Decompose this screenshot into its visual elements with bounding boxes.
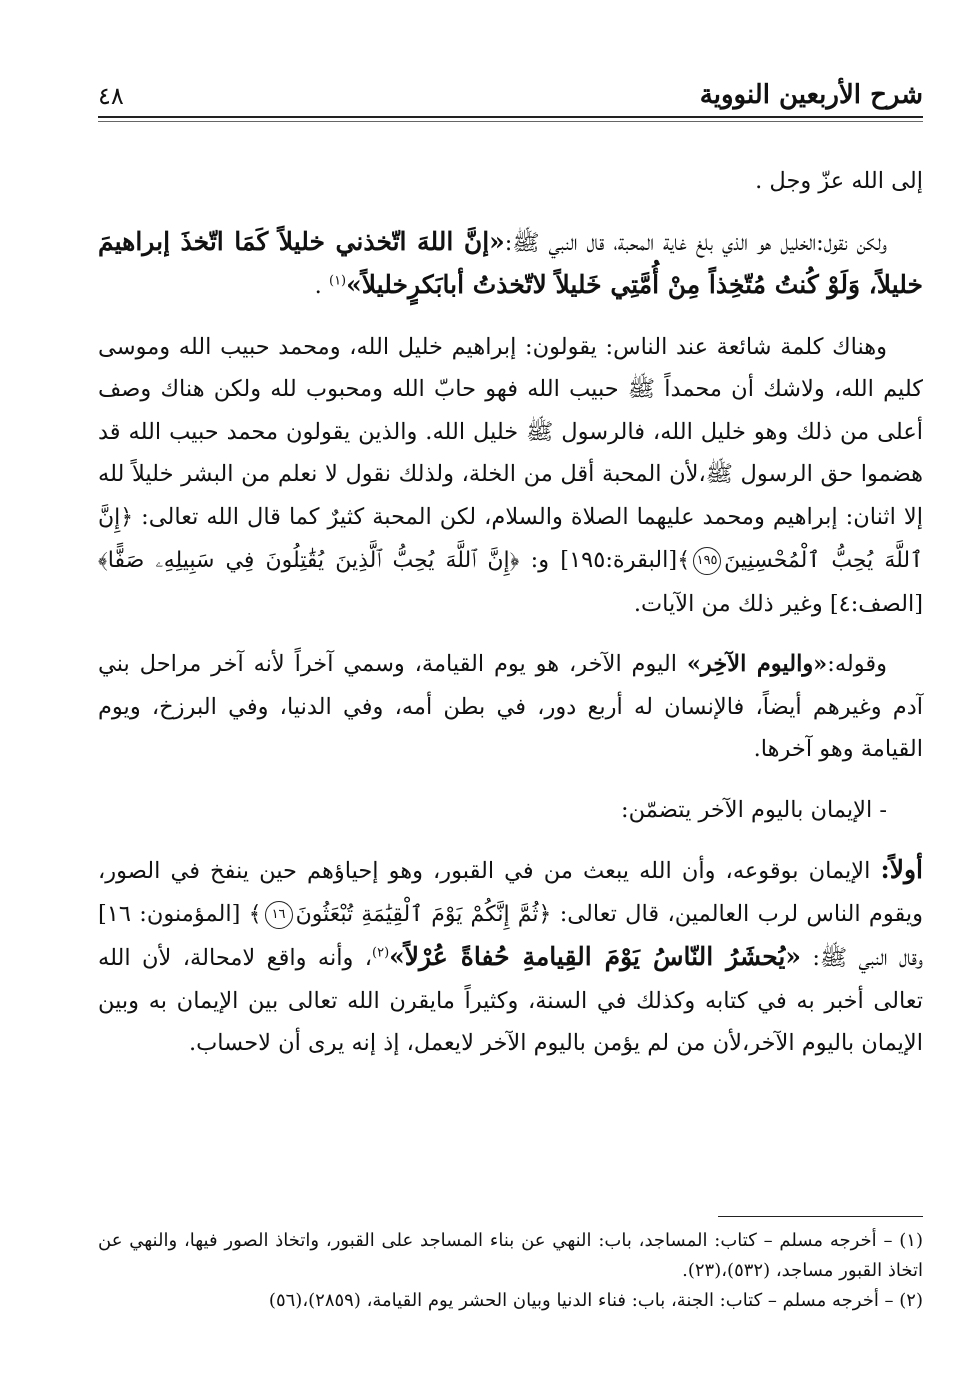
quran-verse-muminun: ﴿ثُمَّ إِنَّكُمْ يَوْمَ ٱلْقِيَٰمَةِ تُبْعَثُونَ <box>295 901 552 927</box>
paragraph-3-end: [الصف:٤] وغير ذلك من الآيات. <box>633 590 923 617</box>
paragraph-6-text-c: ، وأنه واقع لامحالة، لأن الله تعالى أخبر به في كتابه وكذلك في السنة، وكثيراً مايقرن الله تعالى بين الإيمان به وبين الإيمان باليوم الآخر،لأن من لم يؤمن باليوم الآخر لايعمل، إذ إنه يرى أن لاحساب. <box>98 945 923 1056</box>
quran-verse-close: ﴾ <box>248 901 262 927</box>
main-text <box>98 160 923 1083</box>
running-header <box>98 80 923 116</box>
footnote-ref-2: (٢) <box>372 945 390 961</box>
verse-number-ornament: ١٦ <box>265 901 293 929</box>
footnote-1: (١) – أخرجه مسلم – كتاب: المساجد، باب: النهي عن بناء المساجد على القبور، واتخاذ الصور فيها، والنهي عن اتخاذ القبور مساجد، (٥٣٢)،(٢٣). <box>98 1230 923 1281</box>
book-title: شرح الأربعين النووية <box>699 80 923 110</box>
paragraph-4 <box>98 643 923 771</box>
quran-verse-saff: ﴿إِنَّ ٱللَّهَ يُحِبُّ ٱلَّذِينَ يُقَٰتِلُونَ فِي سَبِيلِهِۦ صَفًّا﴾ <box>98 548 520 573</box>
paragraph-3 <box>98 326 923 626</box>
paragraph-5 <box>98 789 923 832</box>
paragraph-6 <box>98 849 923 1065</box>
paragraph-6-text: الإيمان بوقوعه، وأن الله يبعث من في القبور، وهو إحياؤهم حين ينفخ في الصور، ويقوم الناس لرب العالمين، قال تعالى: <box>98 858 923 927</box>
point-first-label: أولاً: <box>880 855 923 884</box>
paragraph-1 <box>98 160 923 203</box>
footnote-2: (٢) – أخرجه مسلم – كتاب: الجنة، باب: فناء الدنيا وبيان الحشر يوم القيامة، (٢٨٥٩)،(٥٦) <box>268 1290 923 1311</box>
paragraph-1-text: إلى الله عزّ وجل . <box>755 168 923 194</box>
paragraph-4-lead: وقوله: <box>827 651 887 677</box>
page-number: ٤٨ <box>98 82 124 110</box>
verse-number-ornament: ١٩٥ <box>693 547 721 575</box>
paragraph-4-text: اليوم الآخر، هو يوم القيامة، وسمي آخراً لأنه آخر مراحل بني آدم وغيرهم أيضاً، فالإنسان له أربع دور، في بطن أمه، وفي الدنيا، وفي البرزخ، ويوم القيامة وهو آخرها. <box>98 651 923 762</box>
hadith-khalil: «إنَّ اللهَ اتّخذني خليلاً كَمَا اتّخذَ إبراهيمَ خليلاً، وَلَوْ كُنتُ مُتّخِذاً مِنْ أُمَّتِي خَليلاً لاتّخذتُ أبابَكرٍخليلاً» <box>98 226 923 299</box>
paragraph-2-end: . <box>314 273 329 299</box>
header-divider <box>98 116 923 122</box>
footnote-ref-1: (١) <box>328 273 347 289</box>
hadith-phrase-last-day: «واليوم الآخِر» <box>686 651 828 677</box>
paragraph-5-text: - الإيمان باليوم الآخر يتضمّن: <box>621 796 887 823</box>
hadith-gathering: «يُحشَرُ النّاسُ يَوْمَ القِيامةِ حُفاةً عُرْلاً» <box>389 942 801 971</box>
footnotes <box>98 1226 923 1316</box>
paragraph-3-text: وهناك كلمة شائعة عند الناس: يقولون: إبراهيم خليل الله، ومحمد حبيب الله وموسى كليم الله، ولاشك أن محمداً ﷺ حبيب الله فهو حابّ الله ومحبوب لله ولكن هناك وصف أعلى من ذلك وهو خليل الله، فالرسول ﷺ خليل الله. والذين يقولون محمد حبيب الله قد هضموا حق الرسول ﷺ،لأن المحبة أقل من الخلة، ولذلك نقول لا نعلم من البشر خليلاً لله إلا اثنان: إبراهيم ومحمد عليهما الصلاة والسلام، لكن المحبة كثيرٌ كما قال الله تعالى: <box>98 333 923 530</box>
quran-verse-baqarah: ﴿إِنَّ ٱللَّهَ يُحِبُّ ٱلْمُحْسِنِينَ <box>98 504 923 573</box>
paragraph-2-text: ولكن نقول:الخليل هو الذي بلغ غاية المحبة، قال النبي ﷺ: <box>504 229 887 256</box>
paragraph-6-text-b: [المؤمنون: ١٦] وقال النبي ﷺ: <box>98 900 923 971</box>
paragraph-2 <box>98 221 923 308</box>
quran-verse-close: ﴾ <box>677 548 691 573</box>
verse-reference-baqarah: [البقرة:١٩٥] و: <box>519 547 678 573</box>
footnote-divider <box>718 1216 923 1217</box>
